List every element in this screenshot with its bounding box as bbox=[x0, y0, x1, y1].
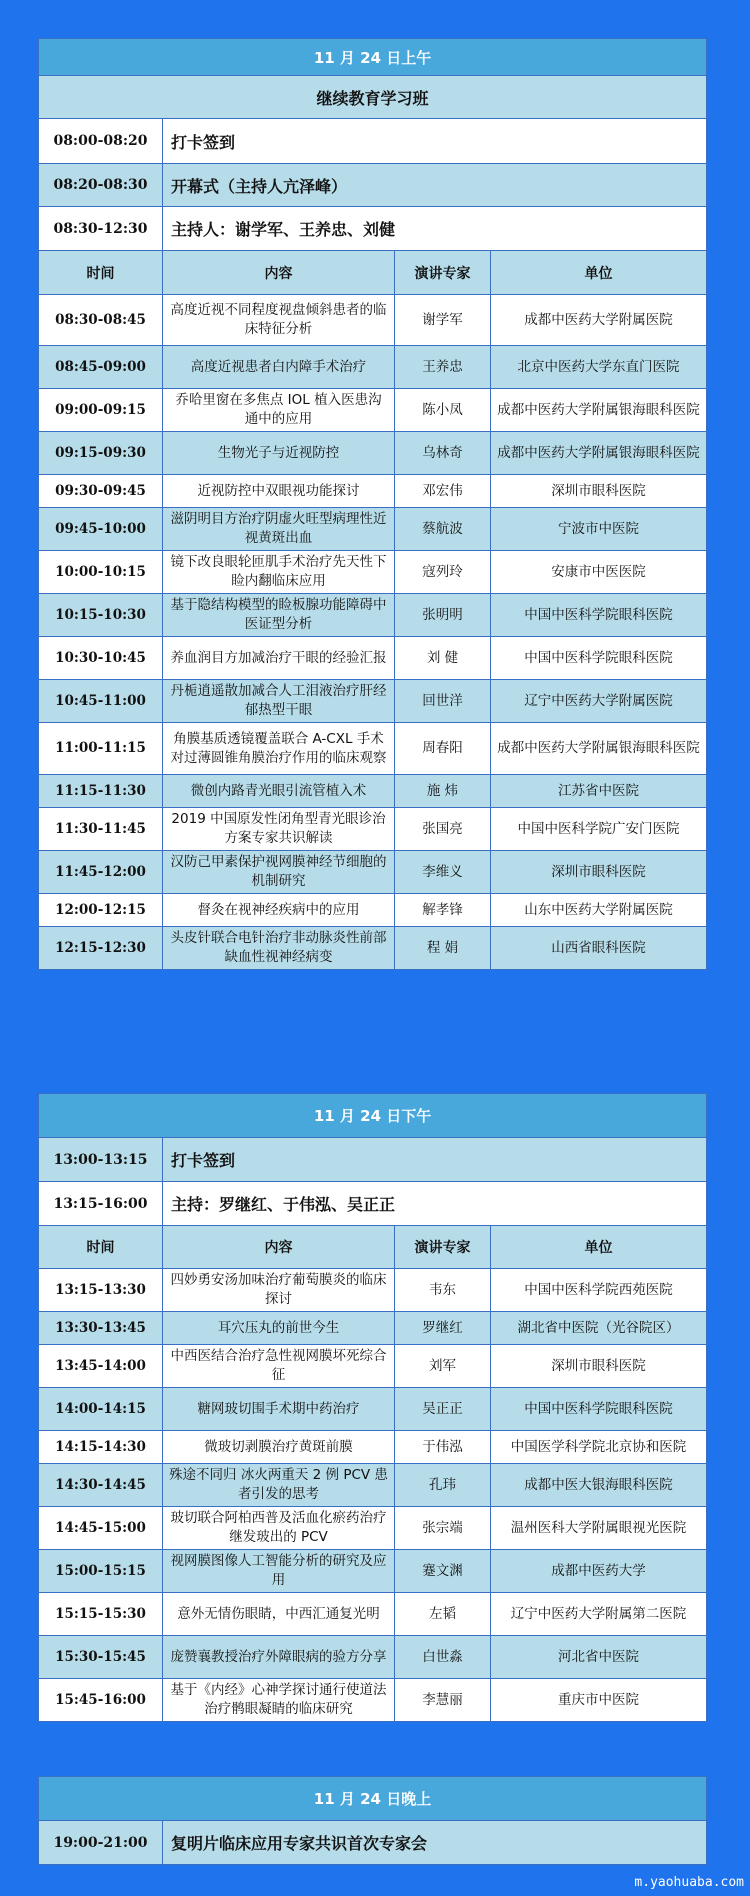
affiliation: 中国中医科学院西苑医院 bbox=[491, 1269, 707, 1312]
speaker-name: 刘 健 bbox=[395, 637, 491, 680]
affiliation: 成都中医药大学附属银海眼科医院 bbox=[491, 389, 707, 432]
session-time: 19:00-21:00 bbox=[39, 1821, 163, 1865]
schedule-row bbox=[39, 680, 707, 723]
affiliation: 成都中医药大学附属银海眼科医院 bbox=[491, 432, 707, 475]
session-title: 主持：罗继红、于伟泓、吴正正 bbox=[163, 1182, 707, 1226]
schedule-row bbox=[39, 1593, 707, 1636]
talk-time: 10:15-10:30 bbox=[39, 594, 163, 637]
talk-time: 10:00-10:15 bbox=[39, 551, 163, 594]
schedule-row bbox=[39, 851, 707, 894]
session-title: 复明片临床应用专家共识首次专家会 bbox=[163, 1821, 707, 1865]
day-label: 11 月 24 日下午 bbox=[39, 1094, 707, 1138]
schedule-row bbox=[39, 808, 707, 851]
talk-time: 10:45-11:00 bbox=[39, 680, 163, 723]
speaker-name: 蔡航波 bbox=[395, 508, 491, 551]
talk-time: 15:00-15:15 bbox=[39, 1550, 163, 1593]
column-header-row bbox=[39, 251, 707, 295]
talk-time: 12:00-12:15 bbox=[39, 894, 163, 927]
talk-title: 基于隐结构模型的睑板腺功能障碍中医证型分析 bbox=[163, 594, 395, 637]
talk-title: 乔哈里窗在多焦点 IOL 植入医患沟通中的应用 bbox=[163, 389, 395, 432]
speaker-name: 于伟泓 bbox=[395, 1431, 491, 1464]
speaker-name: 刘军 bbox=[395, 1345, 491, 1388]
talk-title: 近视防控中双眼视功能探讨 bbox=[163, 475, 395, 508]
speaker-name: 王养忠 bbox=[395, 346, 491, 389]
schedule-row bbox=[39, 775, 707, 808]
talk-title: 耳穴压丸的前世今生 bbox=[163, 1312, 395, 1345]
talk-title: 视网膜图像人工智能分析的研究及应用 bbox=[163, 1550, 395, 1593]
affiliation: 重庆市中医院 bbox=[491, 1679, 707, 1722]
schedule-row bbox=[39, 1550, 707, 1593]
talk-title: 镜下改良眼轮匝肌手术治疗先天性下睑内翻临床应用 bbox=[163, 551, 395, 594]
talk-title: 头皮针联合电针治疗非动脉炎性前部缺血性视神经病变 bbox=[163, 927, 395, 970]
speaker-name: 左韬 bbox=[395, 1593, 491, 1636]
talk-time: 08:30-08:45 bbox=[39, 295, 163, 346]
affiliation: 山西省眼科医院 bbox=[491, 927, 707, 970]
session-row bbox=[39, 164, 707, 207]
talk-title: 意外无情伤眼睛，中西汇通复光明 bbox=[163, 1593, 395, 1636]
talk-time: 15:15-15:30 bbox=[39, 1593, 163, 1636]
schedule-row bbox=[39, 475, 707, 508]
session-row bbox=[39, 207, 707, 251]
talk-title: 丹栀逍遥散加减合人工泪液治疗肝经郁热型干眼 bbox=[163, 680, 395, 723]
speaker-name: 周春阳 bbox=[395, 723, 491, 775]
header-unit: 单位 bbox=[491, 1226, 707, 1269]
affiliation: 河北省中医院 bbox=[491, 1636, 707, 1679]
schedule-row bbox=[39, 637, 707, 680]
talk-time: 13:45-14:00 bbox=[39, 1345, 163, 1388]
affiliation: 山东中医药大学附属医院 bbox=[491, 894, 707, 927]
session-title: 打卡签到 bbox=[163, 119, 707, 164]
day-label: 11 月 24 日上午 bbox=[39, 39, 707, 76]
affiliation: 中国中医科学院广安门医院 bbox=[491, 808, 707, 851]
schedule-row bbox=[39, 1312, 707, 1345]
talk-title: 滋阴明目方治疗阴虚火旺型病理性近视黄斑出血 bbox=[163, 508, 395, 551]
header-content: 内容 bbox=[163, 251, 395, 295]
speaker-name: 寇列玲 bbox=[395, 551, 491, 594]
affiliation: 深圳市眼科医院 bbox=[491, 475, 707, 508]
talk-title: 角膜基质透镜覆盖联合 A-CXL 手术对过薄圆锥角膜治疗作用的临床观察 bbox=[163, 723, 395, 775]
talk-title: 高度近视不同程度视盘倾斜患者的临床特征分析 bbox=[163, 295, 395, 346]
schedule-row bbox=[39, 1636, 707, 1679]
session-row bbox=[39, 1821, 707, 1865]
affiliation: 中国医学科学院北京协和医院 bbox=[491, 1431, 707, 1464]
schedule-row bbox=[39, 723, 707, 775]
talk-time: 14:45-15:00 bbox=[39, 1507, 163, 1550]
talk-time: 12:15-12:30 bbox=[39, 927, 163, 970]
talk-title: 玻切联合阿柏西普及活血化瘀药治疗继发玻出的 PCV bbox=[163, 1507, 395, 1550]
speaker-name: 张国亮 bbox=[395, 808, 491, 851]
talk-time: 09:00-09:15 bbox=[39, 389, 163, 432]
affiliation: 成都中医药大学 bbox=[491, 1550, 707, 1593]
talk-title: 养血润目方加减治疗干眼的经验汇报 bbox=[163, 637, 395, 680]
morning-day-header bbox=[39, 39, 707, 76]
talk-time: 09:45-10:00 bbox=[39, 508, 163, 551]
speaker-name: 谢学军 bbox=[395, 295, 491, 346]
header-time: 时间 bbox=[39, 1226, 163, 1269]
speaker-name: 程 娟 bbox=[395, 927, 491, 970]
schedule-row bbox=[39, 295, 707, 346]
session-row bbox=[39, 1182, 707, 1226]
talk-title: 四妙勇安汤加味治疗葡萄膜炎的临床探讨 bbox=[163, 1269, 395, 1312]
morning-banner bbox=[39, 76, 707, 119]
affiliation: 中国中医科学院眼科医院 bbox=[491, 1388, 707, 1431]
talk-time: 13:30-13:45 bbox=[39, 1312, 163, 1345]
schedule-row bbox=[39, 346, 707, 389]
talk-time: 10:30-10:45 bbox=[39, 637, 163, 680]
watermark: m.yaohuaba.com bbox=[634, 1875, 744, 1890]
talk-time: 13:15-13:30 bbox=[39, 1269, 163, 1312]
schedule-row bbox=[39, 508, 707, 551]
affiliation: 辽宁中医药大学附属第二医院 bbox=[491, 1593, 707, 1636]
talk-time: 11:00-11:15 bbox=[39, 723, 163, 775]
evening-day-header bbox=[39, 1777, 707, 1821]
day-label: 11 月 24 日晚上 bbox=[39, 1777, 707, 1821]
talk-time: 08:45-09:00 bbox=[39, 346, 163, 389]
schedule-row bbox=[39, 1345, 707, 1388]
speaker-name: 邓宏伟 bbox=[395, 475, 491, 508]
schedule-row bbox=[39, 1388, 707, 1431]
column-header-row bbox=[39, 1226, 707, 1269]
speaker-name: 李慧丽 bbox=[395, 1679, 491, 1722]
talk-title: 殊途不同归 冰火两重天 2 例 PCV 患者引发的思考 bbox=[163, 1464, 395, 1507]
affiliation: 北京中医药大学东直门医院 bbox=[491, 346, 707, 389]
evening-schedule bbox=[38, 1776, 706, 1865]
speaker-name: 张明明 bbox=[395, 594, 491, 637]
talk-title: 糖网玻切围手术期中药治疗 bbox=[163, 1388, 395, 1431]
speaker-name: 孔玮 bbox=[395, 1464, 491, 1507]
talk-time: 09:30-09:45 bbox=[39, 475, 163, 508]
session-title: 主持人：谢学军、王养忠、刘健 bbox=[163, 207, 707, 251]
affiliation: 深圳市眼科医院 bbox=[491, 851, 707, 894]
affiliation: 深圳市眼科医院 bbox=[491, 1345, 707, 1388]
affiliation: 成都中医药大学附属银海眼科医院 bbox=[491, 723, 707, 775]
affiliation: 中国中医科学院眼科医院 bbox=[491, 637, 707, 680]
affiliation: 成都中医大银海眼科医院 bbox=[491, 1464, 707, 1507]
evening-table bbox=[38, 1776, 707, 1865]
speaker-name: 白世淼 bbox=[395, 1636, 491, 1679]
talk-title: 汉防己甲素保护视网膜神经节细胞的机制研究 bbox=[163, 851, 395, 894]
talk-time: 11:45-12:00 bbox=[39, 851, 163, 894]
speaker-name: 蹇文渊 bbox=[395, 1550, 491, 1593]
header-speaker: 演讲专家 bbox=[395, 1226, 491, 1269]
speaker-name: 陈小凤 bbox=[395, 389, 491, 432]
affiliation: 宁波市中医院 bbox=[491, 508, 707, 551]
talk-title: 微玻切剥膜治疗黄斑前膜 bbox=[163, 1431, 395, 1464]
afternoon-schedule bbox=[38, 1093, 706, 1722]
afternoon-day-header bbox=[39, 1094, 707, 1138]
speaker-name: 吴正正 bbox=[395, 1388, 491, 1431]
morning-table bbox=[38, 38, 707, 970]
affiliation: 辽宁中医药大学附属医院 bbox=[491, 680, 707, 723]
talk-time: 15:45-16:00 bbox=[39, 1679, 163, 1722]
talk-time: 11:30-11:45 bbox=[39, 808, 163, 851]
afternoon-table bbox=[38, 1093, 707, 1722]
talk-title: 基于《内经》心神学探讨通行使道法治疗鹘眼凝睛的临床研究 bbox=[163, 1679, 395, 1722]
talk-time: 11:15-11:30 bbox=[39, 775, 163, 808]
header-content: 内容 bbox=[163, 1226, 395, 1269]
talk-time: 15:30-15:45 bbox=[39, 1636, 163, 1679]
speaker-name: 罗继红 bbox=[395, 1312, 491, 1345]
schedule-row bbox=[39, 894, 707, 927]
schedule-row bbox=[39, 432, 707, 475]
speaker-name: 乌林奇 bbox=[395, 432, 491, 475]
talk-title: 督灸在视神经疾病中的应用 bbox=[163, 894, 395, 927]
header-unit: 单位 bbox=[491, 251, 707, 295]
talk-time: 14:15-14:30 bbox=[39, 1431, 163, 1464]
session-row bbox=[39, 119, 707, 164]
talk-title: 中西医结合治疗急性视网膜坏死综合征 bbox=[163, 1345, 395, 1388]
header-time: 时间 bbox=[39, 251, 163, 295]
talk-time: 14:00-14:15 bbox=[39, 1388, 163, 1431]
session-time: 13:00-13:15 bbox=[39, 1138, 163, 1182]
talk-time: 09:15-09:30 bbox=[39, 432, 163, 475]
speaker-name: 施 炜 bbox=[395, 775, 491, 808]
schedule-row bbox=[39, 389, 707, 432]
talk-title: 2019 中国原发性闭角型青光眼诊治方案专家共识解读 bbox=[163, 808, 395, 851]
session-title: 开幕式（主持人亢泽峰） bbox=[163, 164, 707, 207]
session-time: 08:00-08:20 bbox=[39, 119, 163, 164]
schedule-row bbox=[39, 927, 707, 970]
schedule-row bbox=[39, 1431, 707, 1464]
session-time: 13:15-16:00 bbox=[39, 1182, 163, 1226]
session-row bbox=[39, 1138, 707, 1182]
talk-title: 高度近视患者白内障手术治疗 bbox=[163, 346, 395, 389]
morning-schedule bbox=[38, 38, 706, 970]
schedule-row bbox=[39, 1269, 707, 1312]
schedule-row bbox=[39, 594, 707, 637]
speaker-name: 回世洋 bbox=[395, 680, 491, 723]
talk-title: 庞赞襄教授治疗外障眼病的验方分享 bbox=[163, 1636, 395, 1679]
talk-title: 微创内路青光眼引流管植入术 bbox=[163, 775, 395, 808]
header-speaker: 演讲专家 bbox=[395, 251, 491, 295]
talk-time: 14:30-14:45 bbox=[39, 1464, 163, 1507]
affiliation: 安康市中医医院 bbox=[491, 551, 707, 594]
affiliation: 温州医科大学附属眼视光医院 bbox=[491, 1507, 707, 1550]
schedule-row bbox=[39, 1464, 707, 1507]
schedule-row bbox=[39, 1507, 707, 1550]
schedule-row bbox=[39, 551, 707, 594]
speaker-name: 李维义 bbox=[395, 851, 491, 894]
affiliation: 湖北省中医院（光谷院区） bbox=[491, 1312, 707, 1345]
affiliation: 中国中医科学院眼科医院 bbox=[491, 594, 707, 637]
session-title: 打卡签到 bbox=[163, 1138, 707, 1182]
banner-title: 继续教育学习班 bbox=[39, 76, 707, 119]
talk-title: 生物光子与近视防控 bbox=[163, 432, 395, 475]
speaker-name: 张宗端 bbox=[395, 1507, 491, 1550]
affiliation: 江苏省中医院 bbox=[491, 775, 707, 808]
schedule-row bbox=[39, 1679, 707, 1722]
speaker-name: 解孝锋 bbox=[395, 894, 491, 927]
affiliation: 成都中医药大学附属医院 bbox=[491, 295, 707, 346]
session-time: 08:20-08:30 bbox=[39, 164, 163, 207]
session-time: 08:30-12:30 bbox=[39, 207, 163, 251]
speaker-name: 韦东 bbox=[395, 1269, 491, 1312]
